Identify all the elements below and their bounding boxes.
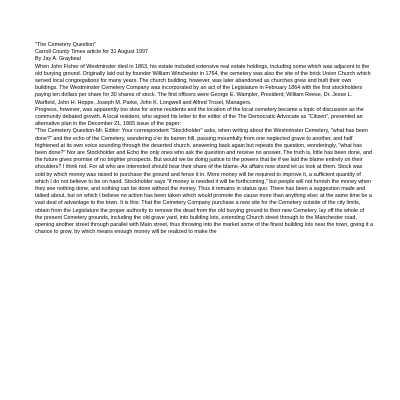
article-byline: By Jay A. Graybeal	[35, 56, 81, 63]
paragraph-1: When John Fisher of Westminster died in 1863, his estate included extensive real estate holdings, including some which was adjacent to the old burying ground. Originally laid out by founder William Winchester in 1764, the cemetery was also the site of the brick Union Church which served local congregations for many years. The church building, however, was later abandoned as churches grew and built their own buildings. The Westminster Cemetery Company was incorporated by an act of the Legislature in February 1864 with the first stockholders paying ten dollars per share for 30 shares of stock. The first officers were George E. Wampler, President; William Reese, Dr. Jesse L. Warfield, John H. Hoppe, Joseph M. Parke, John K. Longwell and Alfred Troxel, Managers.	[35, 63, 371, 106]
paragraph-3: "The Cemetery Question-Mr. Editor: Your correspondent "Stockholder" asks, when writing about the Westminster Cemetery, "what has been done?" and the echo of the Cemetery, wandering o'er its barren hill, passing mournfully from one neglected grave to another, and half frightened at its own voice sounding through the deserted church, answering back again but repeats the question, wonderingly, "what has been done?" Nor are Stockholder and Echo the only ones who ask the question and receive no answer. The truth is, little has been done, and the future gives promise of no brighter prospects. But would we be doing justice to the powers that be if we laid the blame entirely on their shoulders? I think not. For all who are interested should bear their share of the blame.-As affairs now stand let us look at them. Stock was sold by which money was raised to purchase the ground and fence it in. More money will be required to improve it, a sufficient quantity of which I do not believe to be on hand. Stockholder says "if money is needed it will be forthcoming," but people will not furnish the money when they see nothing done, and nothing can be done without the money. Thus it remains in status quo. There has been a suggestion made and talked about, but on which I believe no action has been taken which would promote the cause more than anything else; at the same time be a vast deal of advantage to the town. It is this: That the Cemetery Company purchase a new site for the Cemetery outside of the city limits, obtain from the Legislature the proper authority to remove the dead from the old burying ground to their new Cemetery, lay off the whole of the present Cemetery grounds, including the old grave yard, into building lots, extending Church street through to the Manchester road, opening another street through parallel with Main street, thus throwing into the market some of the finest building lots near the town, giving it a chance to grow, by which means enough money will be realized to make the	[35, 128, 374, 236]
article-title: "The Cemetery Question"	[35, 42, 97, 48]
paragraph-2: Progress, however, was apparently too slow for some residents and the location of the local cemetery became a topic of discussion as the community debated growth. A local resident, who signed his letter to the editor of the The Democratic Advocate as "Citizen", presented an alternative plan in the December 21, 1865 issue of the paper:	[35, 106, 364, 128]
article-source: Carroll County Times article for 31 August 1997	[35, 49, 148, 56]
article-page	[35, 42, 373, 236]
